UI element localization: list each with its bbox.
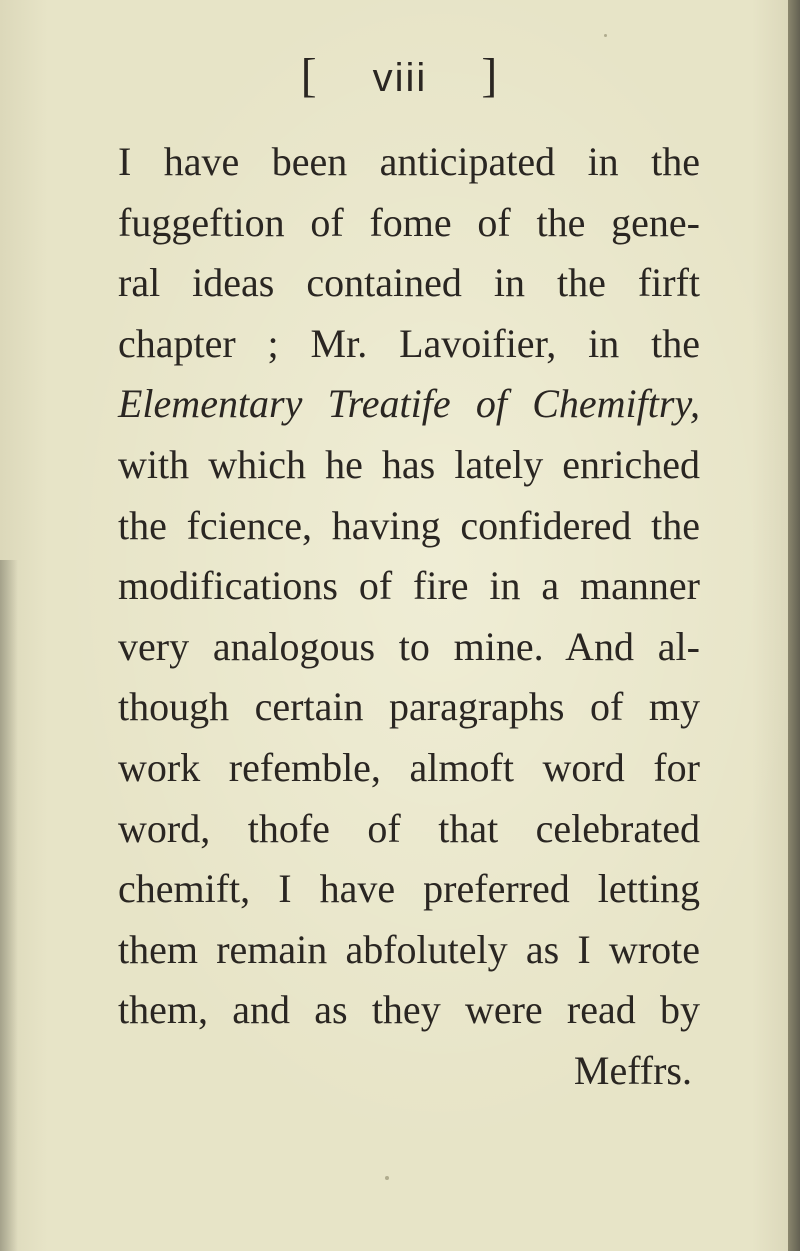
text-line: them remain abfolutely as I wrote (118, 926, 700, 972)
text-line: very analogous to mine. And al- (118, 623, 700, 669)
header-close-bracket: ] (481, 49, 500, 102)
text-line: chemift, I have preferred letting (118, 866, 700, 912)
text-line: word, thofe of that celebrated (118, 805, 700, 851)
text-line: ral ideas contained in the firft (118, 260, 700, 306)
text-line: with which he has lately enriched (118, 441, 700, 487)
text-line: modifications of fire in a manner (118, 563, 700, 609)
text-line: chapter ; Mr. Lavoifier, in the (118, 320, 700, 366)
page-number: viii (372, 56, 428, 100)
text-line: work refemble, almoft word for (118, 744, 700, 790)
text-line: I have been anticipated in the (118, 139, 700, 184)
catchword: Meffrs. (573, 1047, 692, 1093)
running-header (0, 48, 800, 106)
text-line: fuggeftion of fome of the gene- (118, 199, 700, 245)
text-line: them, and as they were read by (118, 987, 700, 1033)
body-text (118, 132, 700, 1102)
header-open-bracket: [ (300, 49, 319, 102)
text-line: Elementary Treatife of Chemiftry, (118, 381, 700, 427)
page-edge-shadow (788, 0, 800, 1251)
text-line: though certain paragraphs of my (118, 684, 700, 730)
gutter-shadow (0, 560, 18, 1251)
text-line: the fcience, having confidered the (118, 502, 700, 548)
paper-speck (385, 1176, 389, 1180)
paper-speck (604, 34, 607, 37)
